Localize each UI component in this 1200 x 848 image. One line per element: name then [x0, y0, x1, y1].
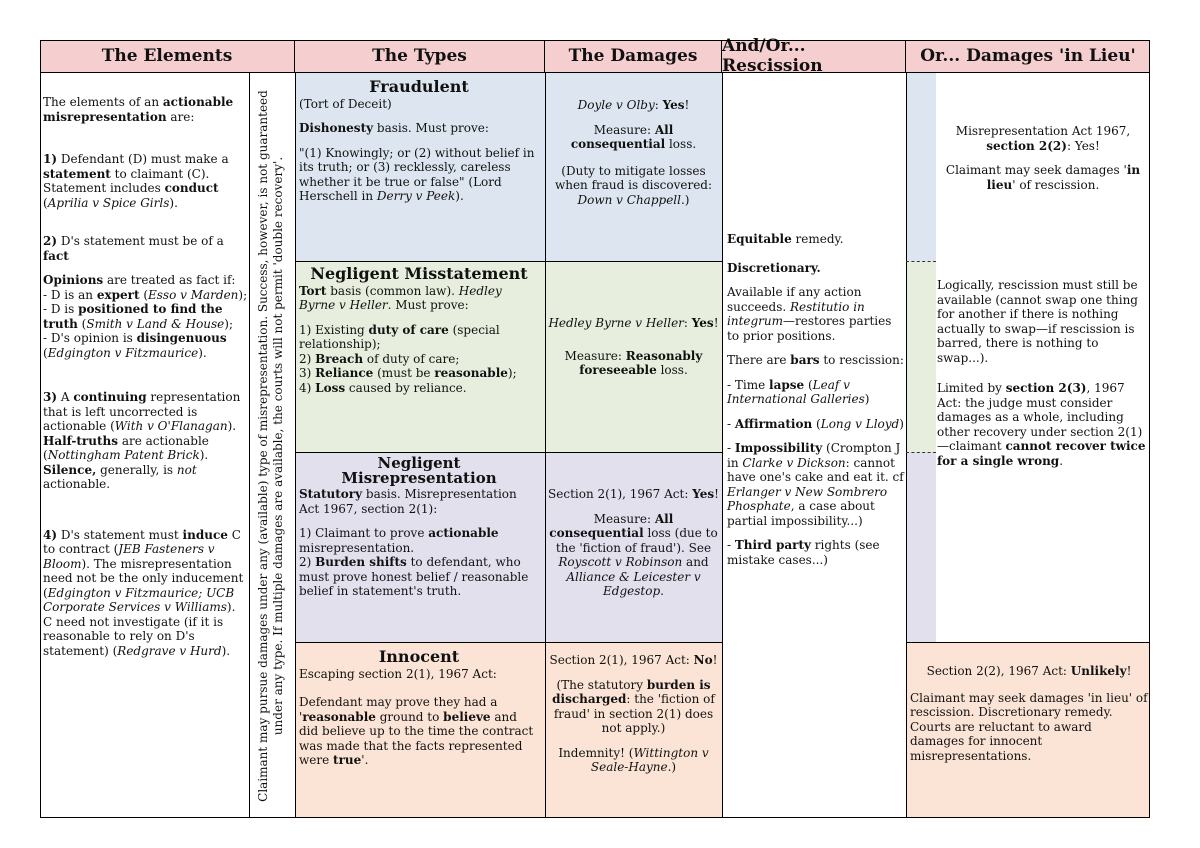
damages-innocent: Section 2(1), 1967 Act: No! (The statutory burden is discharged: the 'fiction of fraud' in section 2(1) does not apply.) Indemnity! (Wittington v Seale-Hayne.) [549, 653, 718, 774]
type-negligent-misstatement: Negligent Misstatement Tort basis (common law). Hedley Byrne v Heller. Must prove: 1) Existing duty of care (special relationship); 2) Breach of duty of care; 3) Reliance (must be reasonable); 4) Loss caused by reliance. [299, 267, 539, 407]
type-innocent: Innocent Escaping section 2(1), 1967 Act: Defendant may prove they had a 'reasonable ground to believe and did believe up to the time the contract was made that the facts represented were true'. [299, 650, 539, 780]
side-note: Claimant may pursue damages under any (available) type of misrepresentation. Success, however, is not guaranteed under any type. If multiple damages are available, the courts will not permit 'double recovery'. [256, 89, 285, 802]
damages-negligent-misstatement: Hedley Byrne v Heller: Yes! Measure: Reasonably foreseeable loss. [548, 316, 719, 377]
lieu-logic: Logically, rescission must still be available (cannot swap one thing for another if there is nothing actually to swap—if rescission is barred, there is nothing to swap...). Limited by section 2(3), 1967 Act: the judge must consider damages as a whole, including other recovery under section 2(1)—claimant cannot recover twice for a single wrong. [937, 278, 1146, 468]
type-fraudulent: Fraudulent (Tort of Deceit) Dishonesty basis. Must prove: "(1) Knowingly; or (2) without belief in its truth; or (3) recklessly, careless whether it be true or false" (Lord Herschell in Derry v Peek). [299, 80, 539, 216]
elements-column: The elements of an actionable misrepresentation are: 1) Defendant (D) must make a statement to claimant (C). Statement includes conduct (Aprilia v Spice Girls). 2) D's statement must be of a fact Opinions are treated as fact if: - D is an expert (Esso v Marden); - D is positioned to find the truth (Smith v Land & House); - D's opinion is disingenuous (Edgington v Fitzmaurice). 3) A continuing representation that is left uncorrected is actionable (With v O'Flanagan). Half-truths are actionable (Nottingham Patent Brick). Silence, generally, is not actionable. 4) D's statement must induce C to contract (JEB Fasteners v Bloom). The misrepresentation need not be the only inducement (Edgington v Fitzmaurice; UCB Corporate Services v Williams). C need not investigate (if it is reasonable to rely on D's statement) (Redgrave v Hurd). [43, 95, 248, 658]
negligent-misrepresentation-title: Negligent Misrepresentation [341, 454, 497, 487]
header-rescission: And/Or... Rescission [722, 40, 906, 73]
header-damages: The Damages [545, 40, 722, 73]
fraudulent-title: Fraudulent [369, 77, 469, 96]
lieu-statutory: Misrepresentation Act 1967, section 2(2): Yes! Claimant may seek damages 'in lieu' of rescission. [945, 124, 1141, 192]
rescission-column: Equitable remedy. Discretionary. Available if any action succeeds. Restitutio in integrum—restores parties to prior positions. There are bars to rescission: - Time lapse (Leaf v International Galleries) - Affirmation (Long v Lloyd) - Impossibility (Crompton J in Clarke v Dickson: cannot have one's cake and eat it. cf Erlanger v New Sombrero Phosphate, a case about partial impossibility...) - Third party rights (see mistake cases...) [727, 232, 904, 567]
header-lieu: Or... Damages 'in Lieu' [906, 40, 1150, 73]
header-elements: The Elements [40, 40, 295, 73]
innocent-title: Innocent [378, 647, 460, 666]
lieu-innocent: Section 2(2), 1967 Act: Unlikely! Claimant may seek damages 'in lieu' of rescission. Discretionary remedy. Courts are reluctant to award damages for innocent misrepresentations. [910, 664, 1148, 763]
header-types: The Types [295, 40, 545, 73]
negligent-misstatement-title: Negligent Misstatement [310, 264, 528, 283]
damages-negligent-misrepresentation: Section 2(1), 1967 Act: Yes! Measure: All consequential loss (due to the 'fiction of fraud'). See Royscott v Robinson and Alliance & Leicester v Edgestop. [548, 487, 719, 598]
damages-fraudulent: Doyle v Olby: Yes! Measure: All consequential loss. (Duty to mitigate losses when fraud is discovered: Down v Chappell.) [554, 98, 713, 207]
type-negligent-misrepresentation: Negligent Misrepresentation Statutory basis. Misrepresentation Act 1967, section 2(1): 1) Claimant to prove actionable misrepresentation. 2) Burden shifts to defendant, who must prove honest belief / reasonable belief in statement's truth. [299, 456, 539, 611]
